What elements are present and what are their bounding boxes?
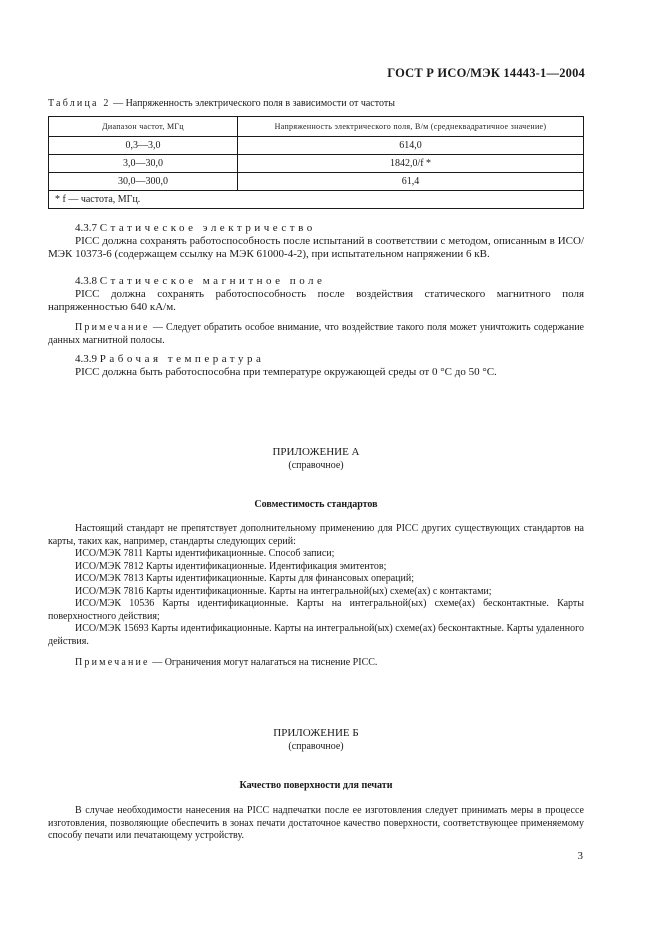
appendix-a-heading: Совместимость стандартов: [254, 499, 378, 510]
document-code-header: ГОСТ Р ИСО/МЭК 14443-1—2004: [387, 66, 585, 80]
frequency-field-table: [48, 116, 584, 209]
note-label: Примечание: [75, 657, 150, 668]
list-item: ИСО/МЭК 7816 Карты идентификационные. Карты на интегральной(ых) схеме(ах) с контактами;: [75, 585, 492, 597]
list-item: ИСО/МЭК 7813 Карты идентификационные. Карты для финансовых операций;: [75, 573, 415, 584]
section-body: PICC должна сохранять работоспособность после испытаний в соответствии с методом, описанным в ИСО/МЭК 10373-6 (содержащем ссылку на МЭК 61000-4-2), при испытательном напряжении 6 кВ.: [48, 235, 584, 260]
list-item: ИСО/МЭК 7811 Карты идентификационные. Способ записи;: [75, 548, 335, 559]
table-header-field-strength: Напряженность электрического поля, В/м (среднеквадратичное значение): [238, 117, 584, 137]
table-row: [49, 173, 584, 191]
list-item: ИСО/МЭК 10536 Карты идентификационные. Карты на интегральной(ых) схеме(ах) бесконтактные. Карты поверхностного действия;: [48, 598, 584, 622]
table-footnote: * f — частота, МГц.: [49, 191, 584, 209]
appendix-a-intro: Настоящий стандарт не препятствует дополнительному применению для PICC других существующих стандартов на карты, таких как, например, стандарты следующих серий:: [48, 523, 584, 547]
note-text: — Ограничения могут налагаться на тиснение PICC.: [149, 657, 378, 668]
table-row: [49, 137, 584, 155]
page-number: 3: [577, 850, 583, 862]
table-caption-label: Таблица 2: [48, 98, 111, 109]
section-body: PICC должна быть работоспособна при температуре окружающей среды от 0 °С до 50 °С.: [75, 366, 497, 378]
appendix-b-subtitle: (справочное): [288, 741, 344, 752]
table-cell-value: 614,0: [238, 137, 584, 155]
table-cell-range: 0,3—3,0: [49, 137, 238, 155]
section-title: Рабочая температура: [99, 353, 265, 365]
table-header-row: [49, 117, 584, 137]
section-body: PICC должна сохранять работоспособность после воздействия статического магнитного поля напряженностью 640 кА/м.: [48, 288, 584, 313]
table-cell-value: 1842,0/f *: [238, 155, 584, 173]
section-4-3-9: [48, 353, 584, 379]
note-text: — Следует обратить особое внимание, что воздействие такого поля может уничтожить содержание данных магнитной полосы.: [48, 322, 584, 346]
appendix-b-text: В случае необходимости нанесения на PICC надпечатки после ее изготовления следует принимать меры в процессе изготовления, позволяющие обеспечить в зонах печати достаточное качество поверхности, соответствующее применяемому способу печати или печатающему устройству.: [48, 805, 584, 841]
appendix-b-heading: Качество поверхности для печати: [239, 780, 393, 791]
appendix-b-title: ПРИЛОЖЕНИЕ Б: [273, 727, 359, 739]
table-cell-value: 61,4: [238, 173, 584, 191]
table-cell-range: 30,0—300,0: [49, 173, 238, 191]
section-heading: [48, 275, 584, 288]
section-heading: [48, 353, 584, 366]
table-row: [49, 155, 584, 173]
section-title: Статическое магнитное поле: [99, 275, 326, 287]
list-item: ИСО/МЭК 7812 Карты идентификационные. Идентификация эмитентов;: [75, 560, 387, 572]
appendix-a-note: [48, 657, 584, 670]
section-4-3-8: [48, 275, 584, 347]
section-heading: [48, 222, 584, 235]
section-4-3-7: [48, 222, 584, 261]
section-note: [48, 322, 584, 347]
section-number: 4.3.9: [75, 353, 97, 365]
section-number: 4.3.8: [75, 275, 97, 287]
list-item: ИСО/МЭК 15693 Карты идентификационные. Карты на интегральной(ых) схеме(ах) бесконтактные. Карты удаленного действия.: [48, 623, 584, 647]
appendix-a-title: ПРИЛОЖЕНИЕ А: [272, 446, 360, 458]
table-footnote-row: [49, 191, 584, 209]
appendix-b-body: [48, 805, 584, 843]
table-caption: [48, 98, 395, 109]
table-header-frequency-range: Диапазон частот, МГц: [49, 117, 238, 137]
table-cell-range: 3,0—30,0: [49, 155, 238, 173]
section-number: 4.3.7: [75, 222, 97, 234]
appendix-a-body: [48, 523, 584, 670]
appendix-a-subtitle: (справочное): [288, 460, 344, 471]
note-label: Примечание: [75, 322, 150, 333]
table-caption-text: — Напряженность электрического поля в зависимости от частоты: [110, 98, 395, 109]
section-title: Статическое электричество: [99, 222, 316, 234]
